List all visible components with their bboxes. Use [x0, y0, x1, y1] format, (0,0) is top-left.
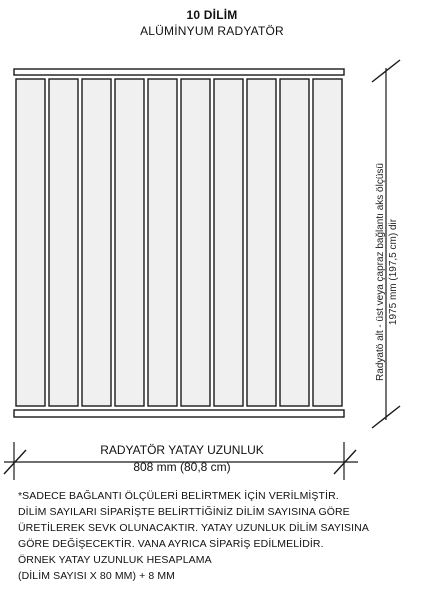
vertical-dimension-label — [374, 152, 400, 392]
radiator-section — [115, 79, 144, 406]
radiator-section — [49, 79, 78, 406]
bottom-header-bar — [14, 410, 344, 417]
note-line: GÖRE DEĞİŞECEKTİR. VANA AYRICA SİPARİŞ EDİLMELİDİR. — [18, 538, 324, 550]
note-line: ÖRNEK YATAY UZUNLUK HESAPLAMA — [18, 554, 212, 566]
radiator-section — [280, 79, 309, 406]
vertical-dimension-value: 1975 mm (197,5 cm) dir — [388, 218, 399, 326]
radiator-section — [16, 79, 45, 406]
radiator-section — [247, 79, 276, 406]
radiator-section — [214, 79, 243, 406]
radiator-section — [181, 79, 210, 406]
diagram-title: 10 DİLİM — [186, 8, 238, 22]
note-line: (DİLİM SAYISI X 80 MM) + 8 MM — [18, 570, 176, 582]
horizontal-dimension-caption: RADYATÖR YATAY UZUNLUK — [100, 443, 264, 457]
radiator-section — [82, 79, 111, 406]
radiator-section — [313, 79, 342, 406]
horizontal-dimension-value: 808 mm (80,8 cm) — [133, 460, 231, 474]
diagram-subtitle: ALÜMİNYUM RADYATÖR — [140, 24, 284, 38]
note-line: ÜRETİLEREK SEVK OLUNACAKTIR. YATAY UZUNLUK DİLİM SAYISINA — [18, 522, 369, 534]
notes-block — [18, 488, 418, 584]
horizontal-dimension-label — [0, 442, 364, 476]
radiator-body — [14, 69, 344, 417]
top-header-bar — [14, 69, 344, 75]
note-line: *SADECE BAĞLANTI ÖLÇÜLERİ BELİRTMEK İÇİN VERİLMİŞTİR. — [18, 490, 339, 502]
radiator-section — [148, 79, 177, 406]
vertical-dimension-caption: Radyatö alt - üst veya çapraz bağlantı aks ölçüsü — [375, 163, 386, 381]
note-line: DİLİM SAYILARI SİPARİŞTE BELİRTTİĞİNİZ DİLİM SAYISINA GÖRE — [18, 506, 350, 518]
